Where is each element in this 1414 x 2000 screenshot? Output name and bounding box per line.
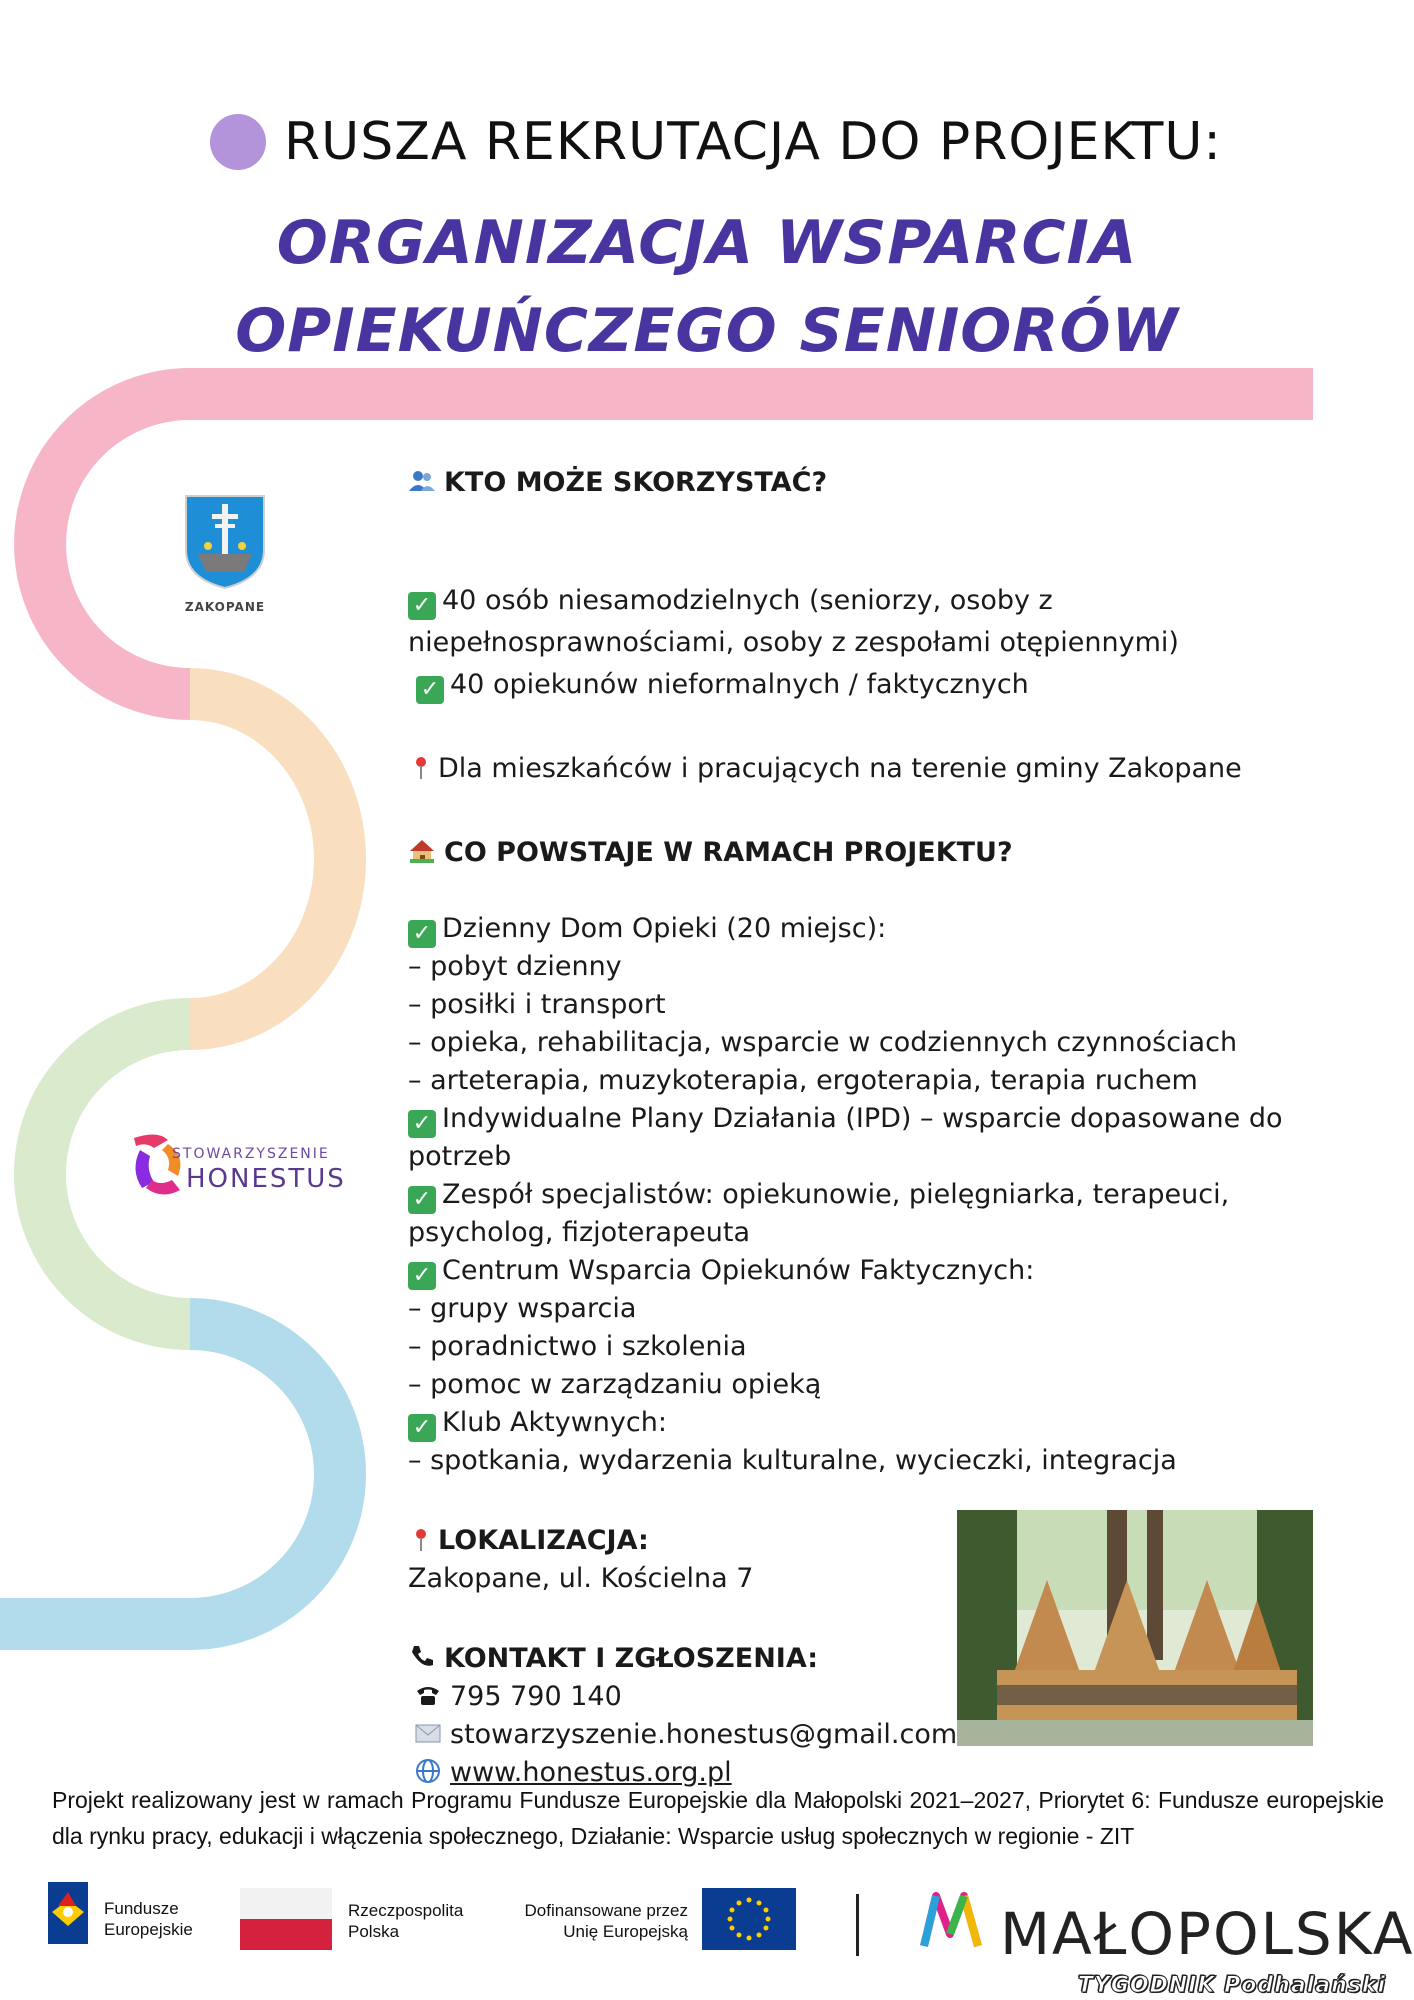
- recruitment-heading-text: RUSZA REKRUTACJA DO PROJEKTU:: [284, 112, 1222, 172]
- location-address: Zakopane, ul. Kościelna 7: [408, 1563, 754, 1594]
- check-icon: ✓: [416, 676, 444, 704]
- zakopane-logo-label: ZAKOPANE: [184, 600, 266, 614]
- building-photo: [957, 1510, 1313, 1746]
- who-item-1: [408, 580, 1308, 664]
- eu-cofunded-text: Dofinansowane przez Unię Europejską: [524, 1901, 688, 1941]
- spacer: [408, 790, 1308, 832]
- spacer: [408, 546, 1308, 580]
- eu-funds-icon: [48, 1882, 88, 1944]
- honestus-logo-line2: HONESTUS: [186, 1164, 346, 1194]
- telephone-icon: [414, 1681, 442, 1709]
- location-pin-icon: [414, 1528, 428, 1552]
- check-icon: ✓: [408, 1186, 436, 1214]
- ipd-text: Indywidualne Plany Działania (IPD) – wsparcie dopasowane do potrzeb: [408, 1103, 1283, 1172]
- project-title-line2: OPIEKUŃCZEGO SENIORÓW: [235, 296, 1179, 366]
- poland-flag-icon: [240, 1888, 332, 1950]
- center-text: Centrum Wsparcia Opiekunów Faktycznych:: [442, 1255, 1035, 1286]
- poland-logo: [240, 1888, 464, 1954]
- check-icon: ✓: [408, 1110, 436, 1138]
- eu-flag-icon: [702, 1888, 796, 1950]
- check-icon: ✓: [408, 920, 436, 948]
- residency-text: Dla mieszkańców i pracujących na terenie gminy Zakopane: [438, 753, 1242, 784]
- malopolska-text: MAŁOPOLSKA: [1000, 1900, 1414, 1968]
- poland-text: Rzeczpospolita Polska: [348, 1901, 464, 1941]
- spacer: [408, 706, 1308, 748]
- website-link[interactable]: www.honestus.org.pl: [450, 1757, 732, 1788]
- list-item: – arteterapia, muzykoterapia, ergoterapia, terapia ruchem: [408, 1065, 1198, 1096]
- team-item: [408, 1176, 1308, 1252]
- location-pin-icon: [414, 756, 428, 780]
- who-item-1-text: 40 osób niesamodzielnych (seniorzy, osoby z niepełnosprawnościami, osoby z zespołami otępiennymi): [408, 585, 1179, 658]
- list-item: – spotkania, wydarzenia kulturalne, wycieczki, integracja: [408, 1445, 1177, 1476]
- list-item: – grupy wsparcia: [408, 1293, 637, 1324]
- what-heading-text: CO POWSTAJE W RAMACH PROJEKTU?: [444, 837, 1013, 868]
- club-item: [408, 1404, 1308, 1442]
- club-text: Klub Aktywnych:: [442, 1407, 667, 1438]
- phone-number[interactable]: 795 790 140: [450, 1681, 622, 1712]
- who-heading-text: KTO MOŻE SKORZYSTAĆ?: [444, 467, 828, 498]
- check-icon: ✓: [408, 1262, 436, 1290]
- center-item: [408, 1252, 1308, 1290]
- location-heading-text: LOKALIZACJA:: [438, 1525, 649, 1556]
- residency-line: [408, 748, 1308, 790]
- day-care-item: [408, 910, 1308, 948]
- house-icon: [408, 837, 436, 865]
- logo-divider: [856, 1894, 859, 1956]
- eu-funds-text: Fundusze Europejskie: [104, 1899, 193, 1939]
- email-address[interactable]: stowarzyszenie.honestus@gmail.com: [450, 1719, 958, 1750]
- recruitment-heading: [210, 112, 1222, 172]
- eu-funds-logo: [48, 1882, 193, 1948]
- malopolska-mark-icon: [920, 1890, 984, 1952]
- what-heading: [408, 832, 1308, 874]
- day-care-text: Dzienny Dom Opieki (20 miejsc):: [442, 913, 887, 944]
- honestus-logo-line1: STOWARZYSZENIE: [172, 1146, 330, 1162]
- list-item: – poradnictwo i szkolenia: [408, 1331, 747, 1362]
- spacer: [408, 504, 1308, 546]
- contact-heading-text: KONTAKT I ZGŁOSZENIA:: [444, 1643, 819, 1674]
- who-item-2: [408, 664, 1308, 706]
- project-title-line1: ORGANIZACJA WSPARCIA: [276, 208, 1138, 278]
- zakopane-crest-icon: [184, 494, 266, 590]
- zakopane-logo: [180, 494, 270, 614]
- honestus-logo: [128, 1124, 346, 1204]
- team-text: Zespół specjalistów: opiekunowie, pielęgniarka, terapeuci, psycholog, fizjoterapeuta: [408, 1179, 1230, 1248]
- who-item-2-text: 40 opiekunów nieformalnych / faktycznych: [450, 669, 1029, 700]
- list-item: – pomoc w zarządzaniu opieką: [408, 1369, 822, 1400]
- phone-icon: [408, 1643, 436, 1671]
- globe-icon: [414, 1757, 442, 1785]
- ipd-item: [408, 1100, 1308, 1176]
- footer-text: Projekt realizowany jest w ramach Programu Fundusze Europejskie dla Małopolski 2021–2027, Priorytet 6: Fundusze europejskie dla rynku pracy, edukacji i włączenia społecznego, Działanie: Wsparcie usług społecznych w regionie - ZIT: [52, 1787, 1384, 1849]
- who-heading: [408, 462, 1308, 504]
- list-item: – opieka, rehabilitacja, wsparcie w codziennych czynnościach: [408, 1027, 1238, 1058]
- spacer: [408, 874, 1308, 910]
- check-icon: ✓: [408, 592, 436, 620]
- bullet-dot-icon: [210, 114, 266, 170]
- envelope-icon: [414, 1719, 442, 1747]
- watermark-text: TYGODNIK Podhalański: [1077, 1973, 1386, 1998]
- list-item: – posiłki i transport: [408, 989, 666, 1020]
- funding-logos: [48, 1882, 1414, 1998]
- people-icon: [408, 467, 436, 495]
- building-image: [957, 1510, 1313, 1746]
- check-icon: ✓: [408, 1414, 436, 1442]
- list-item: – pobyt dzienny: [408, 951, 622, 982]
